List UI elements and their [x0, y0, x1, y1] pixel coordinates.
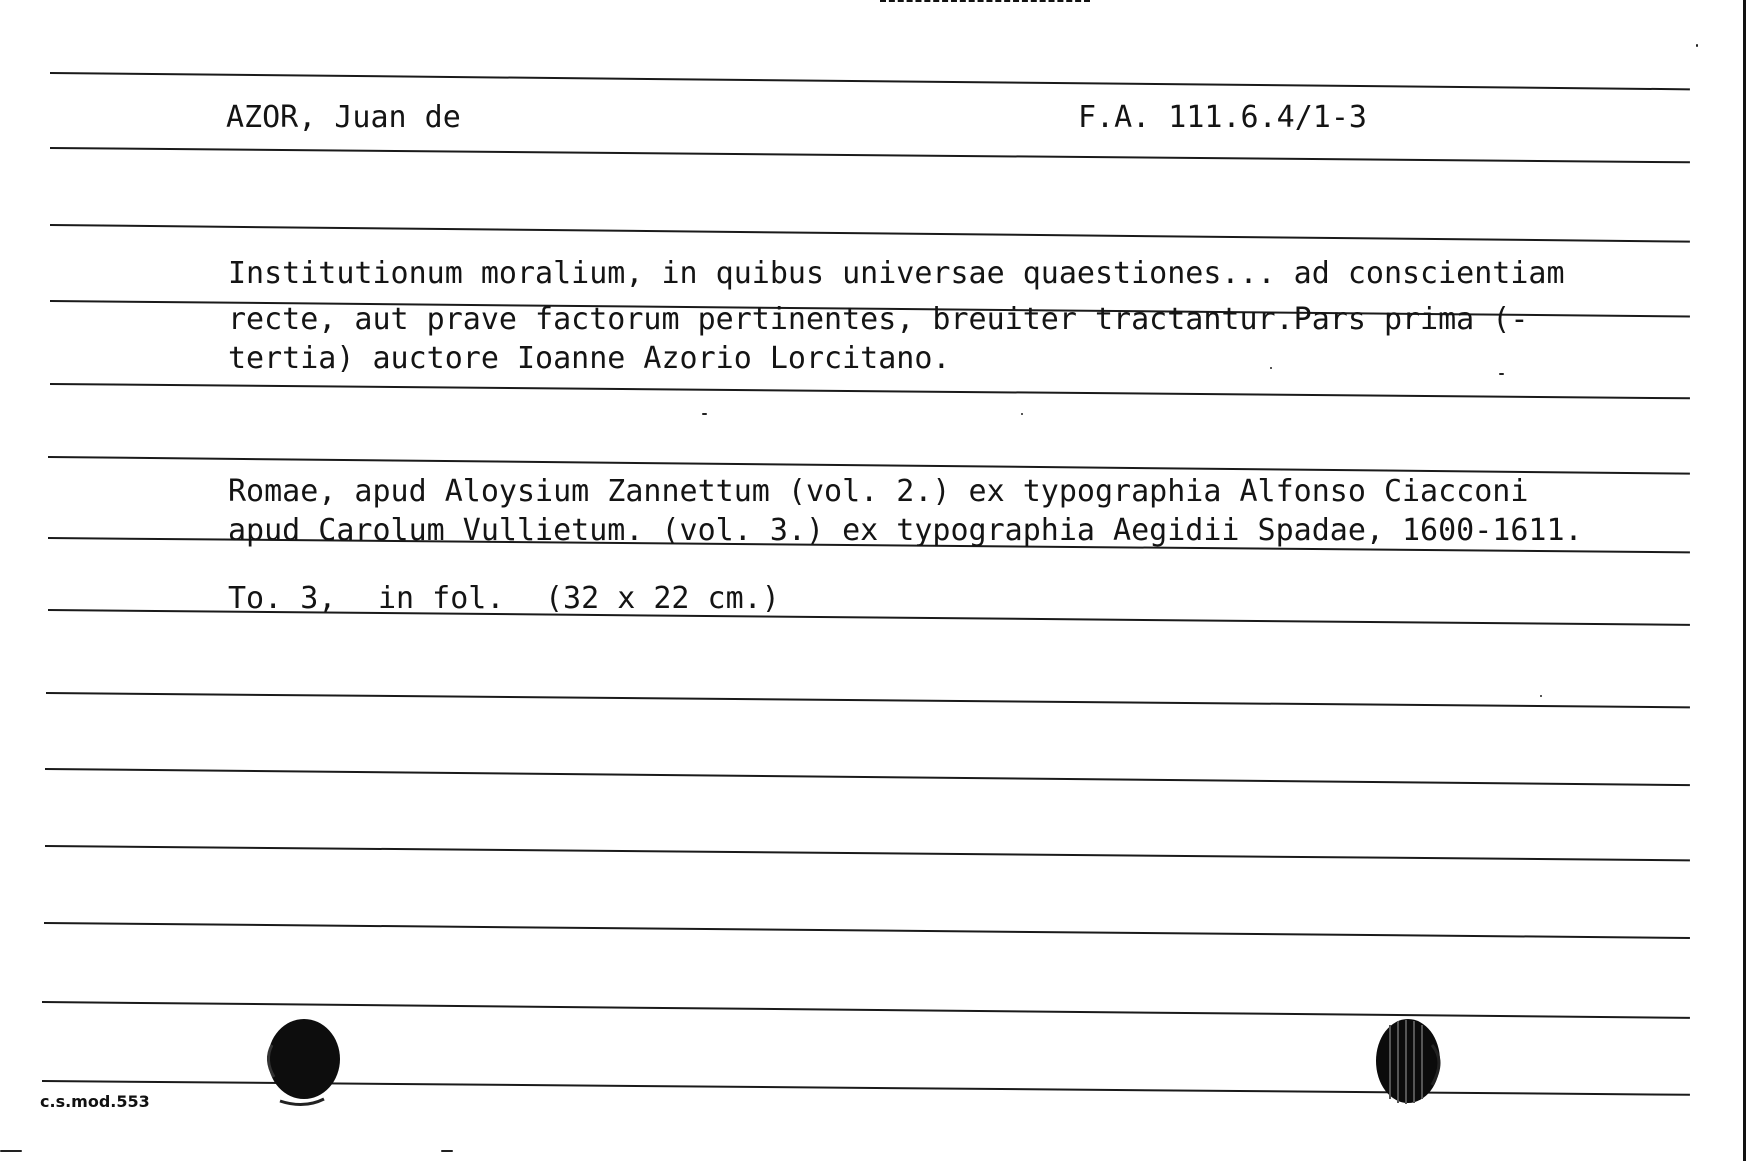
form-code: c.s.mod.553 — [40, 1092, 150, 1111]
top-edge-mark — [880, 0, 1090, 2]
scan-speck — [1270, 367, 1272, 369]
punch-hole-left — [262, 1015, 346, 1107]
scan-speck — [441, 1150, 453, 1152]
imprint-line: apud Carolum Vullietum. (vol. 3.) ex typographia Aegidii Spadae, 1600-1611. — [228, 513, 1583, 548]
scan-speck — [702, 413, 707, 415]
ruled-line — [45, 768, 1690, 786]
ruled-line — [44, 922, 1690, 939]
ruled-line — [50, 224, 1690, 243]
imprint-line: Romae, apud Aloysium Zannettum (vol. 2.) ex typographia Alfonso Ciacconi — [228, 474, 1529, 509]
scan-speck — [0, 1150, 22, 1152]
scan-speck — [1540, 695, 1542, 697]
ruled-line — [50, 72, 1690, 90]
scan-speck — [1696, 44, 1698, 47]
title-line: recte, aut prave factorum pertinentes, breuiter tractantur.Pars prima (- — [228, 302, 1529, 337]
ruled-line — [50, 147, 1690, 163]
ruled-line — [50, 383, 1690, 399]
card-right-edge — [1743, 0, 1746, 1161]
title-line: Institutionum moralium, in quibus universae quaestiones... ad conscientiam — [228, 256, 1565, 291]
scan-speck — [1499, 373, 1504, 375]
volumes: To. 3, — [228, 581, 337, 616]
ruled-line — [46, 692, 1690, 708]
author-heading: AZOR, Juan de — [226, 100, 461, 135]
ruled-line — [48, 456, 1690, 475]
title-line: tertia) auctore Ioanne Azorio Lorcitano. — [228, 341, 951, 376]
scan-speck — [1021, 413, 1023, 415]
format: in fol. — [378, 581, 505, 616]
dimensions: (32 x 22 cm.) — [545, 581, 780, 616]
ruled-line — [45, 845, 1690, 861]
punch-hole-right — [1370, 1015, 1448, 1111]
call-number: F.A. 111.6.4/1-3 — [1078, 100, 1367, 135]
